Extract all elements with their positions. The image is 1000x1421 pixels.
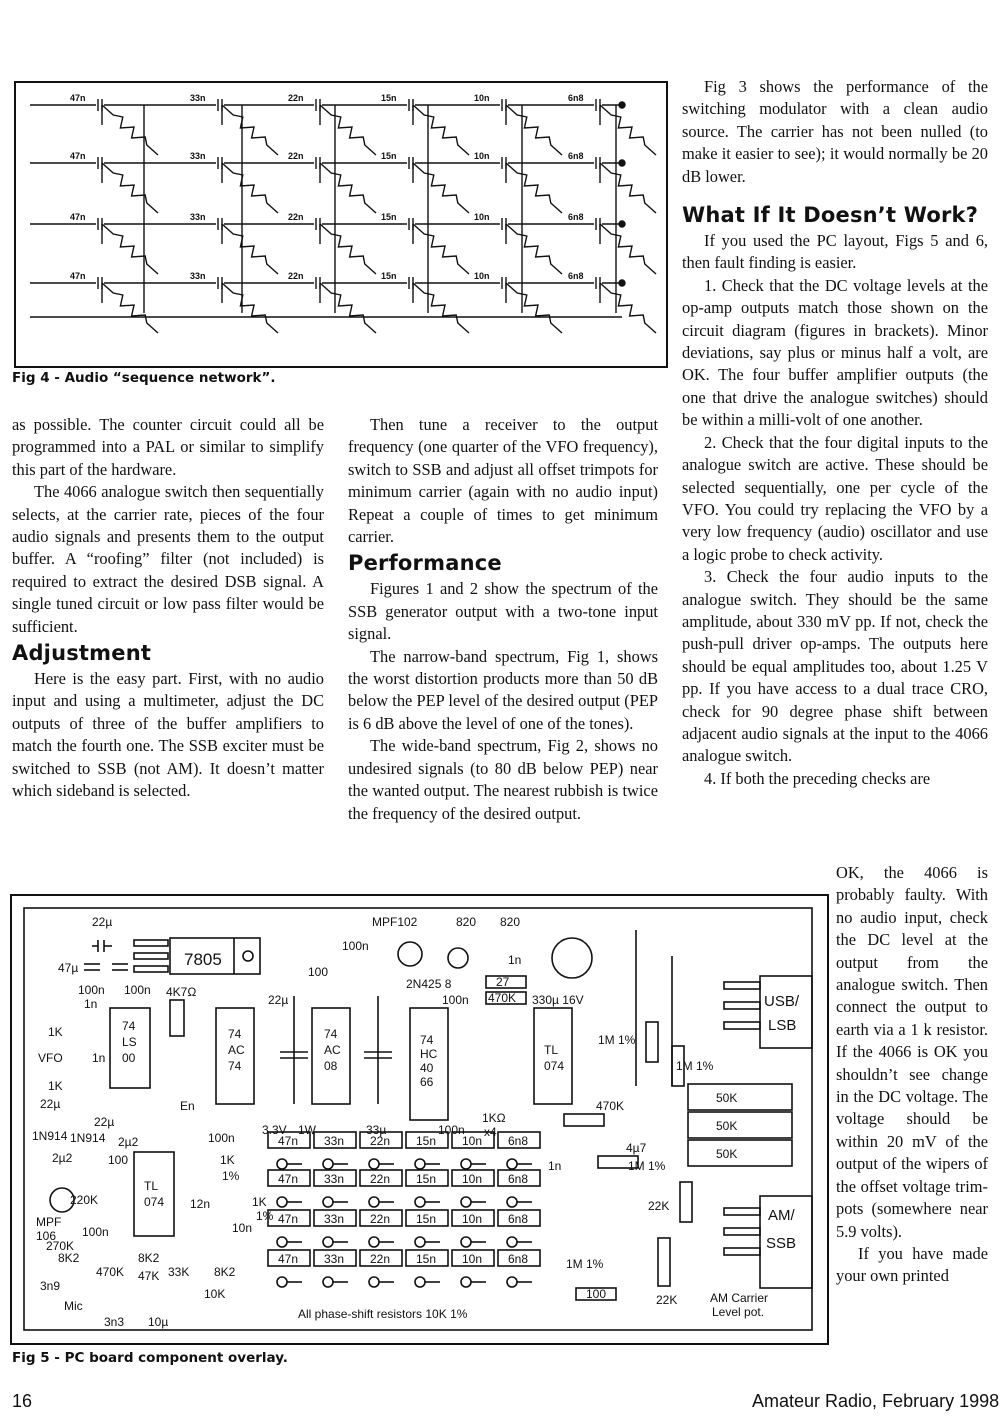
label-820-a: 820 — [456, 915, 477, 929]
label-100-l: 100 — [108, 1153, 129, 1167]
pcb-cap-label: 6n8 — [508, 1252, 529, 1266]
label-100n-d: 100n — [208, 1131, 235, 1145]
label-470k-b: 470K — [596, 1099, 625, 1113]
network-cap-label: 47n — [70, 212, 86, 222]
label-1pct-a: 1% — [222, 1169, 240, 1183]
label-mic: Mic — [64, 1299, 83, 1313]
network-resistor — [600, 105, 656, 155]
label-10k: 10K — [204, 1287, 226, 1301]
column-3 — [682, 76, 988, 790]
label-1k-d: 1K — [220, 1153, 235, 1167]
network-cap-label: 47n — [70, 151, 86, 161]
heading-adjustment: Adjustment — [12, 641, 152, 666]
label-mpf-2: 106 — [36, 1229, 57, 1243]
network-cap-label: 33n — [190, 93, 206, 103]
label-10u: 10µ — [148, 1315, 169, 1329]
label-100n-b: 100n — [124, 983, 151, 997]
label-8k2-a: 8K2 — [58, 1251, 80, 1265]
network-cap-label: 6n8 — [568, 151, 584, 161]
network-resistor — [506, 163, 562, 213]
network-resistor — [222, 224, 278, 274]
pcb-cap-label: 33n — [324, 1252, 345, 1266]
ic2-line1: 74 — [228, 1027, 242, 1041]
label-220k: 220K — [70, 1193, 99, 1207]
label-100n-a: 100n — [78, 983, 105, 997]
network-resistor — [506, 105, 562, 155]
label-33u: 33µ — [366, 1123, 387, 1137]
label-1k-e: 1K — [252, 1195, 267, 1209]
column-2 — [348, 414, 658, 825]
heading-what-if: What If It Doesn’t Work? — [682, 203, 979, 228]
network-resistor — [600, 163, 656, 213]
ic2-line3: 74 — [228, 1059, 242, 1073]
network-resistor — [506, 224, 562, 274]
network-resistor — [600, 224, 656, 274]
column-3-narrow — [836, 862, 988, 1288]
trimpot-50k-3 — [688, 1140, 792, 1166]
network-cap-label: 10n — [474, 212, 490, 222]
label-100n-top: 100n — [342, 939, 369, 953]
ic3-line2: AC — [324, 1043, 341, 1057]
pcb-cap-label: 47n — [278, 1252, 299, 1266]
ic4-line2: HC — [420, 1047, 438, 1061]
label-100n-e: 100n — [438, 1123, 465, 1137]
label-470k-c: 470K — [96, 1265, 125, 1279]
network-cap-label: 22n — [288, 151, 304, 161]
network-cap-label: 33n — [190, 212, 206, 222]
label-3n9: 3n9 — [40, 1279, 61, 1293]
label-2n4258: 2N425 8 — [406, 977, 452, 991]
network-resistor — [320, 163, 376, 213]
pcb-cap-label: 10n — [462, 1212, 483, 1226]
network-resistor — [102, 163, 158, 213]
pcb-cap-label: 47n — [278, 1134, 299, 1148]
ic6-line2: 074 — [144, 1195, 165, 1209]
network-resistor — [222, 163, 278, 213]
label-mpf-1: MPF — [36, 1215, 62, 1229]
figure-4-caption: Fig 4 - Audio “sequence network”. — [12, 370, 276, 386]
network-resistor — [413, 105, 469, 155]
ic-tl074-left — [134, 1152, 174, 1236]
network-cap-label: 6n8 — [568, 93, 584, 103]
network-resistor — [413, 224, 469, 274]
label-100-r: 100 — [586, 1287, 607, 1301]
ic2-line2: AC — [228, 1043, 245, 1057]
capacitor-330u — [552, 938, 592, 978]
col3-paragraph-3: 1. Check that the DC voltage levels at the op-amp outputs match those shown on the circuit diagram (figures in brackets). Minor deviations, say plus or minus half a volt, are OK. The four buffer amplifier outputs (the one that drive the analogue switches) should be within a milli-volt of one another. — [682, 275, 988, 430]
label-usb: USB/ — [764, 993, 800, 1010]
col3-paragraph-7: If you have made your own printed — [836, 1243, 988, 1286]
network-cap-label: 22n — [288, 93, 304, 103]
label-10n: 10n — [232, 1221, 253, 1235]
rail-node — [619, 160, 625, 166]
network-resistor — [320, 105, 376, 155]
network-cap-label: 33n — [190, 271, 206, 281]
pcb-cap-label: 15n — [416, 1172, 437, 1186]
col2-paragraph-4: The wide-band spectrum, Fig 2, shows no undesired signals (to 80 dB below PEP) near the wanted output. The nearest rubbish is twice the frequency of the desired output. — [348, 736, 658, 823]
label-en: En — [180, 1099, 195, 1113]
label-phase-note: All phase-shift resistors 10K 1% — [298, 1307, 468, 1321]
network-cap-label: 22n — [288, 271, 304, 281]
label-3n3: 3n3 — [104, 1315, 125, 1329]
label-1n-rows: 1n — [548, 1159, 562, 1173]
label-8k2-b: 8K2 — [138, 1251, 160, 1265]
pcb-cap-label: 22n — [370, 1252, 391, 1266]
network-resistor — [222, 105, 278, 155]
ic1-line1: 74 — [122, 1019, 136, 1033]
figure-5-caption: Fig 5 - PC board component overlay. — [12, 1350, 288, 1366]
page-number: 16 — [12, 1391, 33, 1411]
pcb-cap-label: 33n — [324, 1134, 345, 1148]
label-am: AM/ — [768, 1207, 795, 1224]
label-100n-c: 100n — [442, 993, 469, 1007]
label-22u-mid: 22µ — [268, 993, 289, 1007]
pcb-cap-label: 6n8 — [508, 1134, 529, 1148]
network-resistor — [506, 283, 562, 333]
network-resistor — [320, 224, 376, 274]
figure-4-sequence-network — [14, 81, 668, 368]
label-level-pot: Level pot. — [712, 1305, 765, 1319]
label-lsb: LSB — [768, 1017, 797, 1034]
pcb-cap-label: 15n — [416, 1212, 437, 1226]
label-820-b: 820 — [500, 915, 521, 929]
label-4u7: 4µ7 — [626, 1141, 647, 1155]
network-cap-label: 47n — [70, 271, 86, 281]
switch-usb-lsb — [760, 976, 812, 1048]
label-1k-b: 1K — [48, 1079, 63, 1093]
network-cap-label: 33n — [190, 151, 206, 161]
transistor-mpf102 — [398, 942, 422, 966]
col3-paragraph-2: If you used the PC layout, Figs 5 and 6, then fault finding is easier. — [682, 231, 988, 273]
label-1pct-b: 1% — [256, 1209, 274, 1223]
network-cap-label: 15n — [381, 271, 397, 281]
network-cap-label: 47n — [70, 93, 86, 103]
network-cap-label: 10n — [474, 271, 490, 281]
label-22k-b: 22K — [656, 1293, 678, 1307]
ic3-line3: 08 — [324, 1059, 338, 1073]
label-2u2-b: 2µ2 — [52, 1151, 73, 1165]
col3-paragraph-6a: 4. If both the preceding checks are — [704, 768, 931, 788]
label-100n-f: 100n — [82, 1225, 109, 1239]
network-cap-label: 22n — [288, 212, 304, 222]
col2-paragraph-1: Then tune a receiver to the output frequency (one quarter of the VFO frequency), switch to SSB and adjust all offset trimpots for minimum carrier (again with no audio input) Repeat a couple of times to get minimum carrier. — [348, 415, 658, 547]
network-resistor — [102, 283, 158, 333]
network-cap-label: 10n — [474, 151, 490, 161]
network-cap-label: 6n8 — [568, 212, 584, 222]
label-22u-top: 22µ — [92, 915, 113, 929]
label-am-carrier: AM Carrier — [710, 1291, 769, 1305]
pcb-cap-label: 33n — [324, 1212, 345, 1226]
pcb-cap-label: 10n — [462, 1134, 483, 1148]
label-50k-1: 50K — [716, 1091, 738, 1105]
network-resistor — [222, 283, 278, 333]
label-2u2-a: 2µ2 — [118, 1135, 139, 1149]
col1-paragraph-3: Here is the easy part. First, with no audio input and using a multimeter, adjust the DC outputs of three of the buffer amplifiers to match the fourth one. The SSB exciter must be switched to SSB (not AM). It doesn’t matter which sideband is selected. — [12, 669, 324, 801]
column-1 — [12, 414, 324, 803]
rail-node — [619, 221, 625, 227]
publication-line: Amateur Radio, February 1998 — [752, 1391, 1000, 1411]
network-resistor — [413, 283, 469, 333]
ic5-line2: 074 — [544, 1059, 565, 1073]
label-270k: 270K — [46, 1239, 75, 1253]
label-33k: 33K — [168, 1265, 190, 1279]
label-22k-a: 22K — [648, 1199, 670, 1213]
network-resistor — [413, 163, 469, 213]
network-cap-label: 15n — [381, 151, 397, 161]
pcb-cap-label: 10n — [462, 1172, 483, 1186]
ic1-line3: 00 — [122, 1051, 136, 1065]
label-x4: x4 — [484, 1125, 497, 1139]
network-resistor — [102, 224, 158, 274]
pcb-cap-label: 15n — [416, 1134, 437, 1148]
label-ssb: SSB — [766, 1235, 797, 1252]
heading-performance: Performance — [348, 551, 502, 576]
label-1w: 1W — [298, 1123, 316, 1137]
col1-paragraph-1: as possible. The counter circuit could all be programmed into a PAL or similar to simplify this part of the hardware. — [12, 415, 324, 479]
ic5-line1: TL — [544, 1043, 559, 1057]
ic4-line1: 74 — [420, 1033, 434, 1047]
pcb-cap-label: 33n — [324, 1172, 345, 1186]
ic6-line1: TL — [144, 1179, 159, 1193]
label-4k7: 4K7Ω — [166, 985, 197, 999]
ic4-line3: 40 — [420, 1061, 434, 1075]
label-12n: 12n — [190, 1197, 211, 1211]
label-1n-b: 1n — [92, 1051, 106, 1065]
label-1m-a: 1M 1% — [598, 1033, 636, 1047]
col3-paragraph-1: Fig 3 shows the performance of the switching modulator with a clean audio source. The carrier has not been nulled (to make it easier to see); it would normally be 20 dB lower. — [682, 77, 988, 186]
col1-paragraph-2: The 4066 analogue switch then sequentially selects, at the carrier rate, pieces of the four audio signals and presents them to the output buffer. A “roofing” filter (not included) is required to extract the desired DSB signal. A single tuned circuit or low pass filter would be sufficient. — [12, 482, 324, 636]
pcb-cap-label: 22n — [370, 1134, 391, 1148]
col3-paragraph-4: 2. Check that the four digital inputs to the analogue switch are active. These should be selected sequentially, one per cycle of the VFO. You could try replacing the VFO by a very low frequency (audio) oscillator and use a logic probe to check activity. — [682, 432, 988, 564]
pcb-cap-label: 22n — [370, 1172, 391, 1186]
col3-paragraph-6b: OK, the 4066 is probably faulty. With no audio input, check the DC level at the output from the analogue switch. Then connect the output to earth via a 1 k resistor. If the 4066 is OK you shouldn’t see change in the DC voltage. The voltage should be within 20 mV of the output of the wipers of the offset voltage trim-pots (somewhere near 5.9 volts). — [836, 863, 988, 1241]
sequence-network-diagram — [16, 83, 666, 366]
pcb-cap-label: 47n — [278, 1212, 299, 1226]
label-vfo: VFO — [38, 1051, 63, 1065]
rail-node — [619, 280, 625, 286]
label-22u-l2: 22µ — [94, 1115, 115, 1129]
ic1-line2: LS — [122, 1035, 137, 1049]
ic3-line1: 74 — [324, 1027, 338, 1041]
label-1n914-b: 1N914 — [70, 1131, 106, 1145]
col2-paragraph-2: Figures 1 and 2 show the spectrum of the SSB generator output with a two-tone input signal. — [348, 579, 658, 644]
pcb-overlay-diagram — [12, 896, 827, 1343]
col3-paragraph-5: 3. Check the four audio inputs to the analogue switch. They should be the same amplitude, about 330 mV pp. If not, check the push-pull driver op-amps. The outputs here should be equal amplitudes too, about 1.25 V pp. If you have access to a dual trace CRO, check for 90 degree phase shift between adjacent audio signals at the input to the 4066 analogue switch. — [682, 567, 988, 766]
network-cap-label: 10n — [474, 93, 490, 103]
network-resistor — [102, 105, 158, 155]
label-3v3: 3.3V — [262, 1123, 287, 1137]
label-100: 100 — [308, 965, 329, 979]
label-1n914-a: 1N914 — [32, 1129, 68, 1143]
label-330u: 330µ 16V — [532, 993, 584, 1007]
label-1n-c: 1n — [508, 953, 522, 967]
label-27: 27 — [496, 975, 510, 989]
label-22u-l: 22µ — [40, 1097, 61, 1111]
pcb-cap-label: 47n — [278, 1172, 299, 1186]
network-resistor — [320, 283, 376, 333]
pcb-cap-label: 6n8 — [508, 1212, 529, 1226]
label-1m-b: 1M 1% — [676, 1059, 714, 1073]
figure-5-pcb-overlay — [10, 894, 829, 1345]
trimpot-50k-1 — [688, 1084, 792, 1110]
network-resistor — [600, 283, 656, 333]
network-cap-label: 15n — [381, 212, 397, 222]
label-47u: 47µ — [58, 961, 79, 975]
regulator-label: 7805 — [184, 950, 222, 969]
network-cap-label: 15n — [381, 93, 397, 103]
pcb-cap-label: 10n — [462, 1252, 483, 1266]
trimpot-50k-2 — [688, 1112, 792, 1138]
col2-paragraph-3: The narrow-band spectrum, Fig 1, shows the worst distortion products more than 50 dB below the PEP level of the desired output (PEP is 6 dB above the level of one of the tones). — [348, 646, 658, 733]
ic4-line4: 66 — [420, 1075, 434, 1089]
label-mpf102: MPF102 — [372, 915, 418, 929]
label-1n-a: 1n — [84, 997, 98, 1011]
network-cap-label: 6n8 — [568, 271, 584, 281]
label-1m-c: 1M 1% — [628, 1159, 666, 1173]
pcb-cap-label: 22n — [370, 1212, 391, 1226]
label-1k-c: 1KΩ — [482, 1111, 506, 1125]
label-50k-3: 50K — [716, 1147, 738, 1161]
label-1m-d: 1M 1% — [566, 1257, 604, 1271]
label-8k2-c: 8K2 — [214, 1265, 236, 1279]
rail-node — [619, 102, 625, 108]
pcb-cap-label: 6n8 — [508, 1172, 529, 1186]
label-50k-2: 50K — [716, 1119, 738, 1133]
label-470k-a: 470K — [488, 991, 517, 1005]
label-47k: 47K — [138, 1269, 160, 1283]
label-1k-a: 1K — [48, 1025, 63, 1039]
pcb-cap-label: 15n — [416, 1252, 437, 1266]
